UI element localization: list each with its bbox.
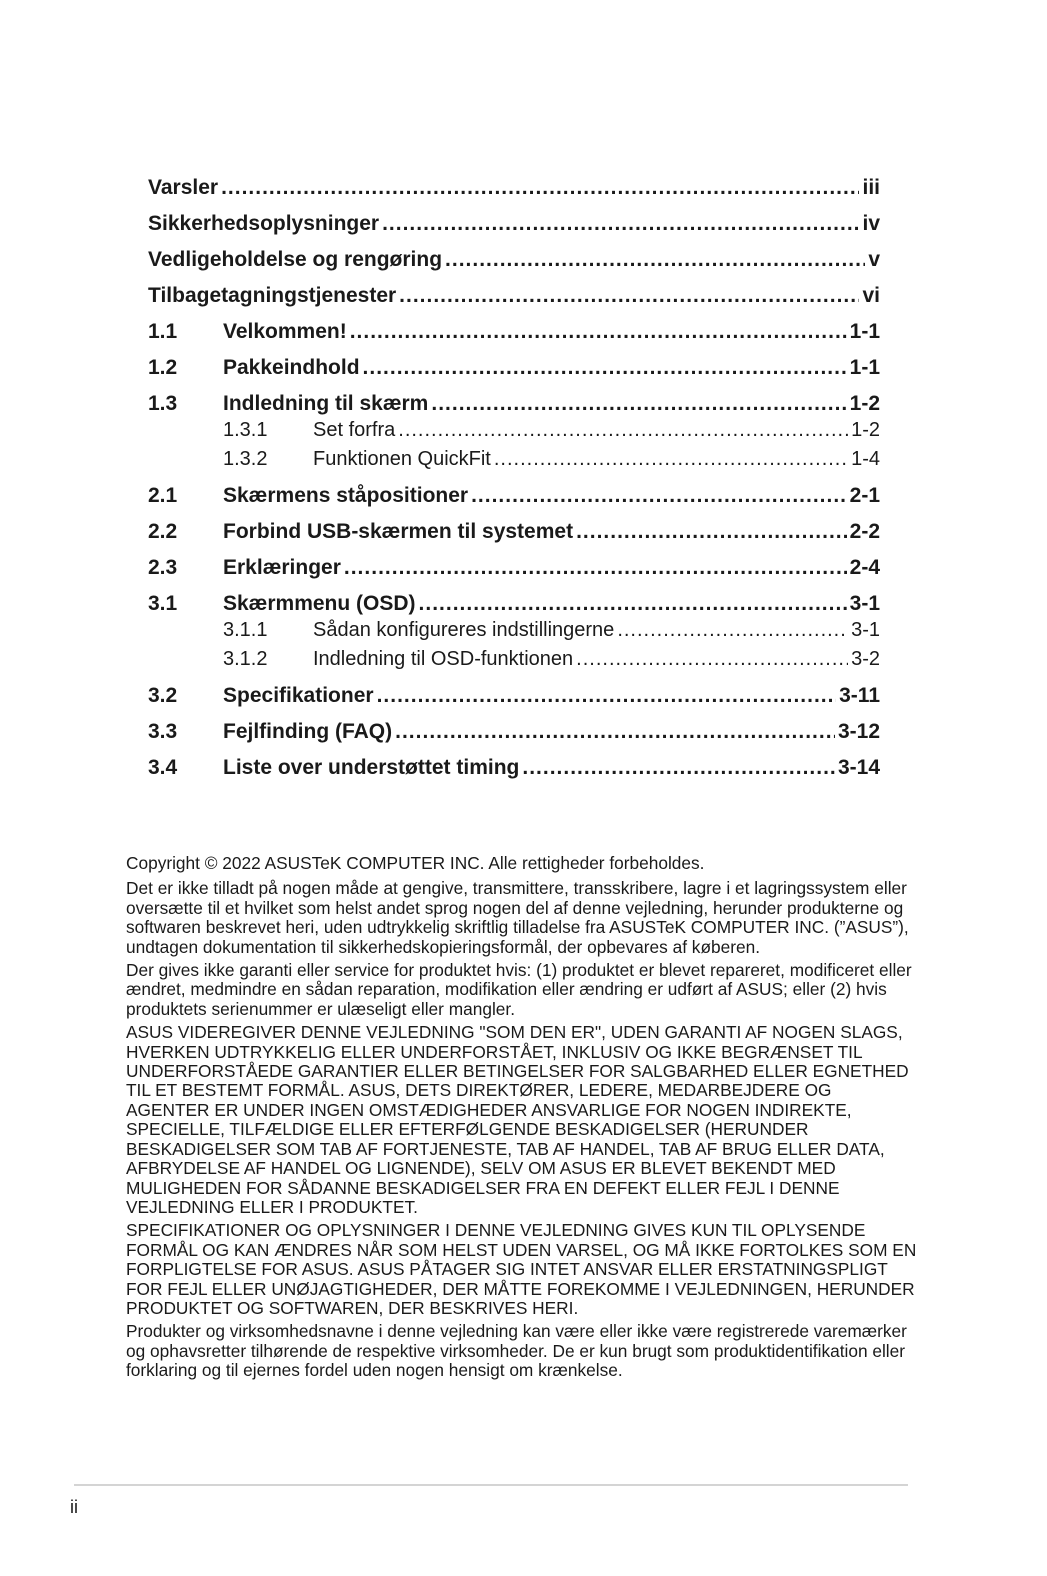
toc-entry-title: Indledning til skærm xyxy=(223,392,429,415)
toc-entry-number: 3.1 xyxy=(148,592,178,615)
table-of-contents xyxy=(148,170,880,786)
toc-entry[interactable] xyxy=(148,478,880,514)
toc-entry-title: Velkommen! xyxy=(223,320,347,343)
toc-entry[interactable] xyxy=(148,550,880,586)
toc-dot-leader xyxy=(617,616,848,645)
toc-entry-number: 2.3 xyxy=(148,556,178,579)
toc-entry-number: 2.2 xyxy=(148,520,178,543)
toc-entry[interactable] xyxy=(148,170,880,206)
toc-dot-leader xyxy=(221,170,859,206)
toc-dot-leader xyxy=(344,550,847,586)
toc-entry[interactable] xyxy=(148,314,880,350)
toc-entry-number: 1.3 xyxy=(148,392,178,415)
toc-entry-title: Varsler xyxy=(148,176,219,199)
toc-dot-leader xyxy=(494,445,848,474)
toc-dot-leader xyxy=(350,314,847,350)
toc-entry-page: 1-1 xyxy=(849,320,880,343)
toc-entry[interactable] xyxy=(148,714,880,750)
copyright-notice: Copyright © 2022 ASUSTeK COMPUTER INC. Alle rettigheder forbeholdes. xyxy=(126,853,705,873)
page-number: ii xyxy=(70,1497,78,1517)
toc-entry-page: v xyxy=(868,248,880,271)
toc-dot-leader xyxy=(576,514,847,550)
toc-entry-page: iii xyxy=(862,176,880,199)
toc-entry-title: Set forfra xyxy=(313,419,396,441)
toc-entry-title: Vedligeholdelse og rengøring xyxy=(148,248,443,271)
toc-entry[interactable] xyxy=(148,514,880,550)
toc-entry-title: Erklæringer xyxy=(223,556,341,579)
toc-dot-leader xyxy=(471,478,847,514)
toc-subentry[interactable] xyxy=(148,645,880,674)
toc-dot-leader xyxy=(445,242,865,278)
toc-dot-leader xyxy=(522,750,835,786)
toc-entry[interactable] xyxy=(148,278,880,314)
toc-dot-leader xyxy=(395,714,835,750)
trademark-paragraph: Produkter og virksomhedsnavne i denne vejledning kan være eller ikke være registrerede varemærker og ophavsretter tilhørende de respektive virksomheder. De er kun brugt som produktidentifikation eller forklaring og til ejernes fordel uden nogen hensigt om krænkelse. xyxy=(126,1321,907,1381)
toc-entry-title: Tilbagetagningstjenester xyxy=(148,284,397,307)
specifications-paragraph: SPECIFIKATIONER OG OPLYSNINGER I DENNE VEJLEDNING GIVES KUN TIL OPLYSENDE FORMÅL OG KAN ÆNDRES NÅR SOM HELST UDEN VARSEL, OG MÅ IKKE FORTOLKES SOM EN FORPLIGTELSE FOR ASUS. ASUS PÅTAGER SIG INTET ANSVAR ELLER ERSTATNINGSPLIGT FOR FEJL ELLER UNØJAGTIGHEDER, DER MÅTTE FOREKOMME I VEJLEDNINGEN, HERUNDER PRODUKTET OG SOFTWAREN, DER BESKRIVES HERI. xyxy=(126,1220,917,1318)
toc-entry-number: 3.1.1 xyxy=(223,619,268,641)
toc-entry-title: Sådan konfigureres indstillingerne xyxy=(313,619,615,641)
toc-entry-number: 2.1 xyxy=(148,484,178,507)
toc-entry-number: 3.3 xyxy=(148,720,178,743)
footer-divider xyxy=(74,1484,908,1486)
toc-entry-page: 1-2 xyxy=(851,419,880,441)
warranty-paragraph: Der gives ikke garanti eller service for produktet hvis: (1) produktet er blevet repareret, modificeret eller ændret, medmindre en sådan reparation, modifikation eller ændring er udført af ASUS; eller (2) hvis produktets serienummer er ulæseligt eller mangler. xyxy=(126,960,912,1019)
toc-entry-page: 1-4 xyxy=(851,448,880,470)
toc-entry-number: 3.4 xyxy=(148,756,178,779)
toc-entry-page: 2-1 xyxy=(849,484,880,507)
toc-entry-page: 3-12 xyxy=(837,720,880,743)
toc-dot-leader xyxy=(398,416,848,445)
toc-entry-page: 3-11 xyxy=(839,684,880,707)
toc-dot-leader xyxy=(363,350,847,386)
toc-entry-title: Indledning til OSD-funktionen xyxy=(313,648,574,670)
toc-entry-page: 2-4 xyxy=(849,556,880,579)
toc-entry-page: iv xyxy=(862,212,880,235)
toc-entry-page: 3-1 xyxy=(849,592,880,615)
toc-dot-leader xyxy=(576,645,848,674)
toc-entry[interactable] xyxy=(148,350,880,386)
toc-entry-number: 1.3.1 xyxy=(223,419,268,441)
toc-entry-page: 2-2 xyxy=(849,520,880,543)
toc-dot-leader xyxy=(399,278,859,314)
toc-entry[interactable] xyxy=(148,750,880,786)
toc-entry-title: Funktionen QuickFit xyxy=(313,448,491,470)
toc-subentry[interactable] xyxy=(148,416,880,445)
toc-subentry[interactable] xyxy=(148,616,880,645)
toc-entry-page: 3-1 xyxy=(851,619,880,641)
toc-entry-page: 1-1 xyxy=(849,356,880,379)
toc-entry-title: Liste over understøttet timing xyxy=(223,756,520,779)
copyright-paragraph: Det er ikke tilladt på nogen måde at gengive, transmittere, transskribere, lagre i et lagringssystem eller oversætte til et hvilket som helst andet sprog nogen del af denne vejledning, herunder produkterne og softwaren beskrevet heri, uden udtrykkelig skriftlig tilladelse fra ASUSTeK COMPUTER INC. (”ASUS”), undtagen dokumentation til sikkerhedskopieringsformål, der opbevares af køberen. xyxy=(126,878,909,957)
toc-entry[interactable] xyxy=(148,206,880,242)
toc-entry-title: Skærmmenu (OSD) xyxy=(223,592,416,615)
toc-entry-number: 1.1 xyxy=(148,320,178,343)
toc-entry-title: Fejlfinding (FAQ) xyxy=(223,720,393,743)
toc-entry[interactable] xyxy=(148,242,880,278)
toc-entry-title: Forbind USB-skærmen til systemet xyxy=(223,520,574,543)
toc-entry[interactable] xyxy=(148,678,880,714)
toc-entry-title: Skærmens ståpositioner xyxy=(223,484,469,507)
toc-dot-leader xyxy=(377,678,837,714)
toc-entry-number: 1.2 xyxy=(148,356,178,379)
toc-entry-number: 3.2 xyxy=(148,684,178,707)
toc-entry-title: Sikkerhedsoplysninger xyxy=(148,212,380,235)
toc-entry-title: Pakkeindhold xyxy=(223,356,360,379)
toc-subentry[interactable] xyxy=(148,445,880,474)
toc-entry-page: vi xyxy=(862,284,880,307)
copyright-section xyxy=(126,854,918,1385)
disclaimer-paragraph: ASUS VIDEREGIVER DENNE VEJLEDNING "SOM DEN ER", UDEN GARANTI AF NOGEN SLAGS, HVERKEN UDTRYKKELIG ELLER UNDERFORSTÅET, INKLUSIV OG IKKE BEGRÆNSET TIL UNDERFORSTÅEDE GARANTIER ELLER BETINGELSER FOR SALGBARHED ELLER EGNETHED TIL ET BESTEMT FORMÅL. ASUS, DETS DIREKTØRER, LEDERE, MEDARBEJDERE OG AGENTER ER UNDER INGEN OMSTÆDIGHEDER ANSVARLIGE FOR NOGEN INDIREKTE, SPECIELLE, TILFÆLDIGE ELLER EFTERFØLGENDE BESKADIGELSER (HERUNDER BESKADIGELSER SOM TAB AF FORTJENESTE, TAB AF HANDEL, TAB AF BRUG ELLER DATA, AFBRYDELSE AF HANDEL OG LIGNENDE), SELV OM ASUS ER BLEVET BEKENDT MED MULIGHEDEN FOR SÅDANNE BESKADIGELSER FRA EN DEFEKT ELLER FEJL I DENNE VEJLEDNING ELLER I PRODUKTET. xyxy=(126,1022,909,1217)
toc-entry-page: 3-14 xyxy=(837,756,880,779)
toc-entry-number: 3.1.2 xyxy=(223,648,268,670)
toc-entry-page: 1-2 xyxy=(849,392,880,415)
toc-entry-number: 1.3.2 xyxy=(223,448,268,470)
toc-dot-leader xyxy=(382,206,859,242)
toc-entry-title: Specifikationer xyxy=(223,684,374,707)
toc-entry-page: 3-2 xyxy=(851,648,880,670)
